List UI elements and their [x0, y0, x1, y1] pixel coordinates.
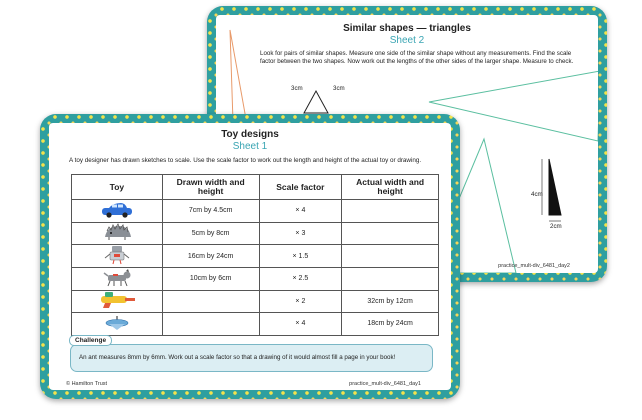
scale-factor-cell: × 2 [259, 290, 342, 313]
actual-size-cell [342, 268, 439, 291]
small-equilateral-triangle [304, 91, 328, 113]
hedgehog-icon [99, 223, 135, 241]
actual-size-cell [342, 222, 439, 245]
car-icon [99, 202, 135, 218]
drawn-size-cell: 7cm by 4.5cm [162, 200, 259, 223]
scale-factor-cell: × 3 [259, 222, 342, 245]
table-row [72, 200, 439, 223]
challenge-text: An ant measures 8mm by 6mm. Work out a scale factor so that a drawing of it would almost fill a page in your book! [79, 354, 396, 361]
toy-cell [72, 222, 163, 245]
label-width: 2cm [550, 223, 562, 230]
challenge-box [70, 344, 433, 372]
toy-designs-table [71, 174, 439, 336]
sheet-2-instructions: Look for pairs of similar shapes. Measure one side of the similar shape without any measurements. Find the scale factor between the two shapes. Now work out the lengths of the other sides of the larger shape. Measure to check. [260, 50, 574, 66]
sheet-1-title: Toy designs [221, 129, 279, 140]
drawn-size-cell: 16cm by 24cm [162, 245, 259, 268]
toy-cell [72, 245, 163, 268]
scale-factor-cell: × 1.5 [259, 245, 342, 268]
drawn-size-cell: 10cm by 6cm [162, 268, 259, 291]
spinning-top-icon [102, 315, 132, 331]
sheet-1-page [49, 123, 451, 390]
challenge-label: Challenge [69, 335, 112, 346]
actual-size-cell: 18cm by 24cm [342, 313, 439, 336]
table-row [72, 222, 439, 245]
header-toy: Toy [72, 175, 163, 200]
drawn-size-cell: 5cm by 8cm [162, 222, 259, 245]
sheet-1-subtitle: Sheet 1 [232, 141, 268, 152]
toy-cell [72, 313, 163, 336]
header-actual-size: Actual width and height [342, 175, 439, 200]
sheet-2-footer-code: practice_mult-div_6481_day2 [498, 263, 570, 269]
actual-size-cell [342, 200, 439, 223]
table-row [72, 245, 439, 268]
drawn-size-cell [162, 290, 259, 313]
copyright-footer: © Hamilton Trust [66, 381, 108, 387]
dog-icon [99, 269, 135, 287]
table-header-row [72, 175, 439, 200]
table-row [72, 268, 439, 291]
sheet-1-footer-code: practice_mult-div_6481_day1 [349, 381, 421, 387]
label-right-side: 3cm [333, 85, 345, 92]
scale-factor-cell: × 2.5 [259, 268, 342, 291]
sheet-1-instructions: A toy designer has drawn sketches to scale. Use the scale factor to work out the length and height of the actual toy or drawing. [69, 157, 422, 164]
scale-factor-cell: × 4 [259, 200, 342, 223]
right-angle-triangle [549, 159, 561, 215]
water-pistol-icon [95, 291, 139, 309]
worksheet-sheet-1 [40, 114, 460, 399]
toy-cell [72, 268, 163, 291]
actual-size-cell [342, 245, 439, 268]
drawn-size-cell [162, 313, 259, 336]
header-drawn-size: Drawn width and height [162, 175, 259, 200]
table-row [72, 313, 439, 336]
robot-icon [99, 245, 135, 265]
sheet-2-title: Similar shapes — triangles [343, 23, 471, 34]
sheet-2-subtitle: Sheet 2 [389, 35, 425, 46]
header-scale-factor: Scale factor [259, 175, 342, 200]
table-row [72, 290, 439, 313]
toy-cell [72, 200, 163, 223]
label-height: 4cm [531, 191, 543, 198]
toy-cell [72, 290, 163, 313]
scale-factor-cell: × 4 [259, 313, 342, 336]
label-left-side: 3cm [291, 85, 303, 92]
actual-size-cell: 32cm by 12cm [342, 290, 439, 313]
